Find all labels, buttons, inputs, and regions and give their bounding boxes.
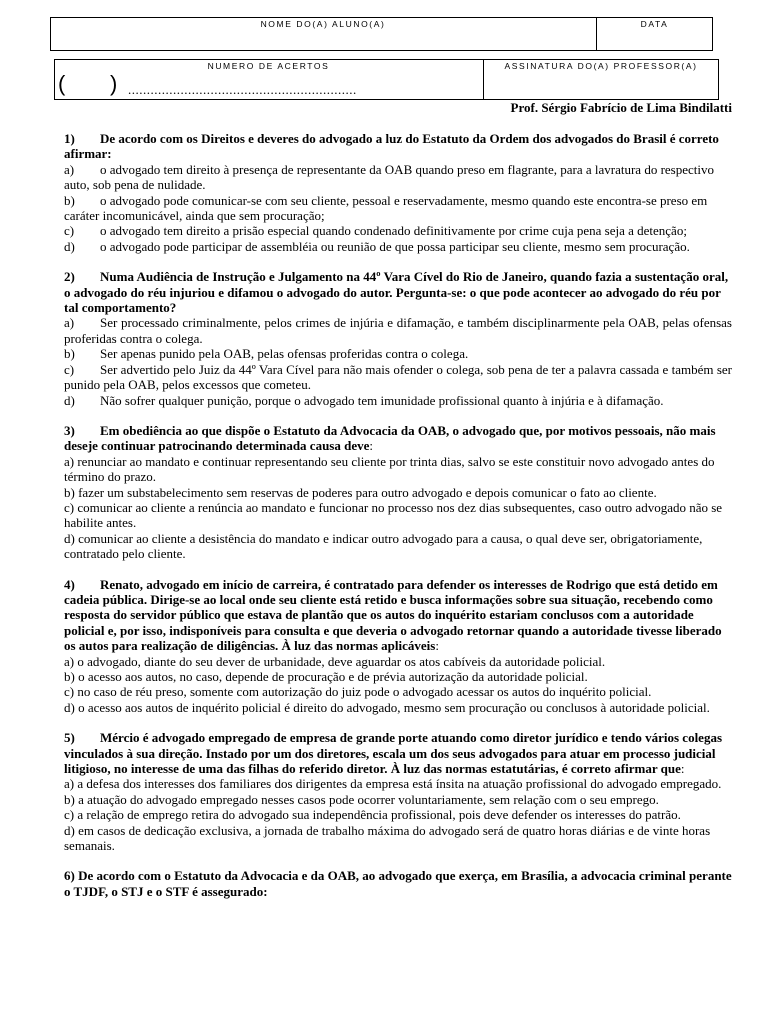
option-letter: a) (64, 315, 75, 331)
question-number: 4) (64, 576, 75, 592)
score-dotted-line: ............................................................. (128, 82, 357, 97)
question-3 (64, 423, 732, 562)
option-text: o advogado tem direito a prisão especial quando condenado definitivamente por crime cuja pena seja a detenção; (100, 223, 687, 239)
option-text: a) o advogado, diante do seu dever de urbanidade, deve aguardar os atos cabíveis da autoridade policial. (64, 653, 606, 669)
option-text: b) o acesso aos autos, no caso, depende de procuração e de prévia autorização da autoridade policial. (64, 669, 588, 684)
score-label: NUMERO DE ACERTOS (207, 61, 330, 71)
date-label: DATA (640, 19, 669, 29)
questions-list (64, 131, 732, 914)
score-field[interactable] (70, 74, 106, 96)
professor-name: Prof. Sérgio Fabrício de Lima Bindilatti (510, 100, 732, 115)
option-letter: b) (64, 346, 75, 362)
signature-label: ASSINATURA DO(A) PROFESSOR(A) (504, 61, 698, 71)
question-stem: De acordo com o Estatuto da Advocacia e da OAB, ao advogado que exerça, em Brasília, a advocacia criminal perante o TJDF, o STJ e o STF é assegurado: (64, 868, 732, 899)
question-stem-colon: : (369, 438, 374, 454)
option-text: Não sofrer qualquer punição, porque o advogado tem imunidade profissional quanto à injúria e à difamação. (100, 392, 664, 408)
option-text: Ser advertido pelo Juiz da 44º Vara Cível para não mais ofender o colega, sob pena de ter a palavra cassada e também ser punido pela OAB, pelos excessos que cometeu. (64, 361, 732, 393)
question-1 (64, 131, 732, 254)
option-text: d) comunicar ao cliente a desistência do mandato e indicar outro advogado para a causa, o qual deve ser, obrigatoriamente, contratado pelo cliente. (64, 530, 703, 562)
question-stem-colon: : (435, 638, 439, 654)
option-text: Ser processado criminalmente, pelos crimes de injúria e difamação, e também disciplinarmente pela OAB, pelas ofensas proferidas contra o colega. (64, 315, 732, 346)
question-number: 2) (64, 269, 75, 285)
option-letter: c) (64, 361, 75, 377)
date-field[interactable] (600, 31, 709, 49)
question-6 (64, 868, 732, 899)
option-text: b) a atuação do advogado empregado nesses casos pode ocorrer voluntariamente, sem relação com o seu emprego. (64, 791, 659, 807)
question-number: 6) (64, 868, 75, 884)
option-text: o advogado pode comunicar-se com seu cliente, pessoal e reservadamente, mesmo quando este encontra-se preso em caráter incomunicável, ainda que sem procuração; (64, 192, 708, 224)
score-open-paren: ( (58, 71, 66, 96)
option-text: d) o acesso aos autos de inquérito policial é direito do advogado, mesmo sem procuração ou conclusos à autoridade policial. (64, 699, 710, 715)
question-stem: De acordo com os Direitos e deveres do advogado a luz do Estatuto da Ordem dos advogados do Brasil é correto afirmar: (64, 131, 719, 162)
option-text: a) a defesa dos interesses dos familiares dos dirigentes da empresa está ínsita na atuação profissional do advogado empregado. (64, 776, 722, 792)
option-text: c) no caso de réu preso, somente com autorização do juiz pode o advogado acessar os autos do inquérito policial. (64, 684, 652, 700)
option-letter: c) (64, 223, 75, 239)
question-2 (64, 269, 732, 408)
option-text: c) a relação de emprego retira do advogado sua independência profissional, pois deve defender os interesses do patrão. (64, 807, 681, 823)
option-text: c) comunicar ao cliente a renúncia ao mandato e funcionar no processo nos dez dias subsequentes, caso outro advogado não se habilite antes. (64, 499, 723, 531)
option-text: o advogado tem direito à presença de representante da OAB quando preso em flagrante, para a lavratura do respectivo auto, sob pena de nulidade. (64, 161, 714, 193)
question-4 (64, 577, 732, 716)
question-number: 5) (64, 730, 75, 746)
question-stem: Renato, advogado em início de carreira, é contratado para defender os interesses de Rodrigo que está detido em cadeia pública. Dirige-se ao local onde seu cliente está retido e busca informações sobre sua situação, recebendo como resposta do servidor público que estava de plantão que os autos do inquérito estariam conclusos com a autoridade policial e, por isso, indisponíveis para consulta e que deveria o advogado retornar quando a autoridade tivesse liberado os autos para realização de diligências. À luz das normas aplicáveis (64, 576, 722, 654)
question-number: 1) (64, 131, 75, 146)
option-text: Ser apenas punido pela OAB, pelas ofensas proferidas contra o colega. (100, 346, 469, 362)
option-text: d) em casos de dedicação exclusiva, a jornada de trabalho máxima do advogado será de quatro horas diárias e de vinte horas semanais. (64, 822, 711, 854)
option-text: o advogado pode participar de assembléia ou reunião de que possa participar seu cliente, mesmo sem procuração. (100, 238, 690, 254)
question-5 (64, 730, 732, 853)
student-name-label: NOME DO(A) ALUNO(A) (260, 19, 386, 29)
option-letter: d) (64, 238, 75, 254)
signature-field[interactable] (487, 74, 715, 96)
score-close-paren: ) (110, 71, 118, 96)
option-letter: a) (64, 161, 75, 177)
option-text: a) renunciar ao mandato e continuar representando seu cliente por trinta dias, salvo se este constituir novo advogado antes do término do prazo. (64, 453, 715, 485)
question-stem: Em obediência ao que dispõe o Estatuto da Advocacia da OAB, o advogado que, por motivos pessoais, não mais deseje continuar patrocinando determinada causa deve (64, 422, 716, 454)
option-letter: d) (64, 392, 75, 408)
question-stem-colon: : (680, 761, 685, 777)
question-stem: Numa Audiência de Instrução e Julgamento na 44º Vara Cível do Rio de Janeiro, quando fazia a sustentação oral, o advogado do réu injuriou e difamou o advogado do autor. Pergunta-se: o que pode acontecer ao advogado do réu por tal comportamento? (64, 269, 729, 316)
question-stem: Mércio é advogado empregado de empresa de grande porte atuando como diretor jurídico e tendo vários colegas vinculados à sua direção. Instado por um dos diretores, escala um dos seus advogados para atuar em processo judicial litigioso, no interesse de uma das filhas do referido diretor. À luz das normas estatutárias, é correto afirmar que (64, 730, 723, 777)
student-name-field[interactable] (54, 31, 592, 49)
question-number: 3) (64, 422, 75, 438)
option-text: b) fazer um substabelecimento sem reservas de poderes para outro advogado e depois comunicar o fato ao cliente. (64, 484, 657, 500)
option-letter: b) (64, 192, 75, 208)
